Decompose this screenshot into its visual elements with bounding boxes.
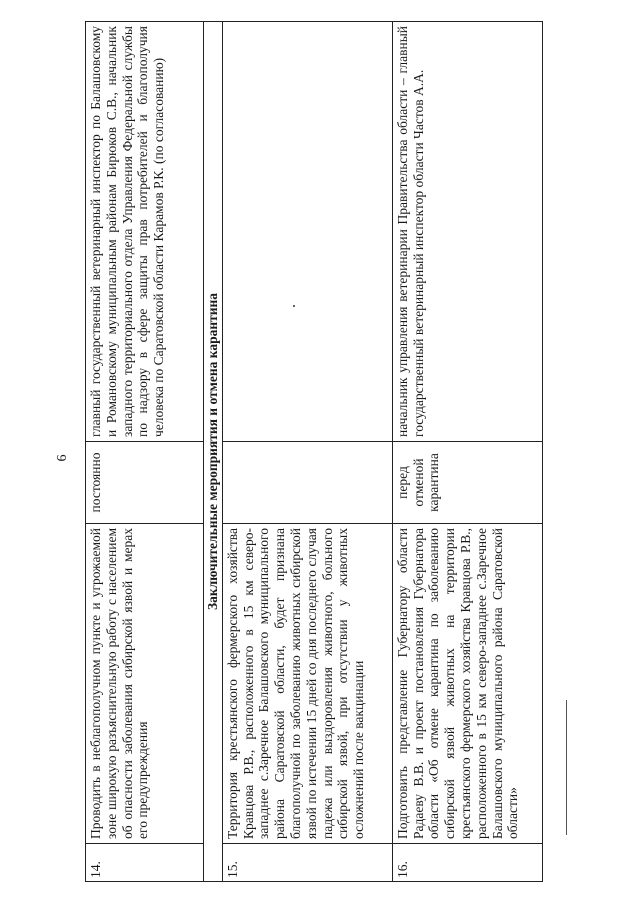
- bottom-margin-rule: [566, 700, 567, 835]
- section-title: Заключительные мероприятия и отмена карантина: [204, 22, 223, 882]
- action-text: Проводить в неблагополучном пункте и угрожаемой зоне широкую разъяснительную работу с населением об опасности заболевания сибирской язвой и мерах его предупреждения: [86, 524, 204, 844]
- deadline-text: [222, 442, 392, 524]
- table-row-16: [392, 22, 542, 882]
- deadline-text: перед отменой карантина: [392, 442, 542, 524]
- action-text: Подготовить представление Губернатору области Радаеву В.В. и проект постановления Губернатора области «Об отмене карантина по заболеванию сибирской язвой животных на территории крестьянского фермерского хозяйства Кравцова Р.В., расположенного в 15 км северо-западнее с.Заречное Балашовского муниципального района Саратовской области»: [392, 524, 542, 844]
- scan-speck: [293, 305, 295, 307]
- responsible-text: [222, 22, 392, 442]
- deadline-text: постоянно: [86, 442, 204, 524]
- row-number: 15.: [222, 844, 392, 882]
- page-number: 6: [55, 454, 70, 462]
- section-header-row: [204, 22, 223, 882]
- row-number: 16.: [392, 844, 542, 882]
- responsible-text: главный государственный ветеринарный инспектор по Балашовскому и Романовскому муниципальным районам Бирюков С.В., начальник западного территориального отдела Управления Федеральной службы по надзору в сфере защиты прав потребителей и благополучия человека по Саратовской области Карамов Р.К. (по согласованию): [86, 22, 204, 442]
- measures-table: [85, 21, 543, 882]
- row-number: 14.: [86, 844, 204, 882]
- table-row-15: [222, 22, 392, 882]
- table-row-14: [86, 22, 204, 882]
- rotated-document-page: [55, 22, 545, 882]
- action-text: Территория крестьянского фермерского хозяйства Кравцова Р.В., расположенного в 15 км северо-западнее с.Заречное Балашовского муниципального района Саратовской области, будет признана благополучной по заболеванию животных сибирской язвой по истечении 15 дней со дня последнего случая падежа или выздоровления животного, больного сибирской язвой, при отсутствии у животных осложнений после вакцинации: [222, 524, 392, 844]
- responsible-text: начальник управления ветеринарии Правительства области – главный государственный ветеринарный инспектор области Частов А.А.: [392, 22, 542, 442]
